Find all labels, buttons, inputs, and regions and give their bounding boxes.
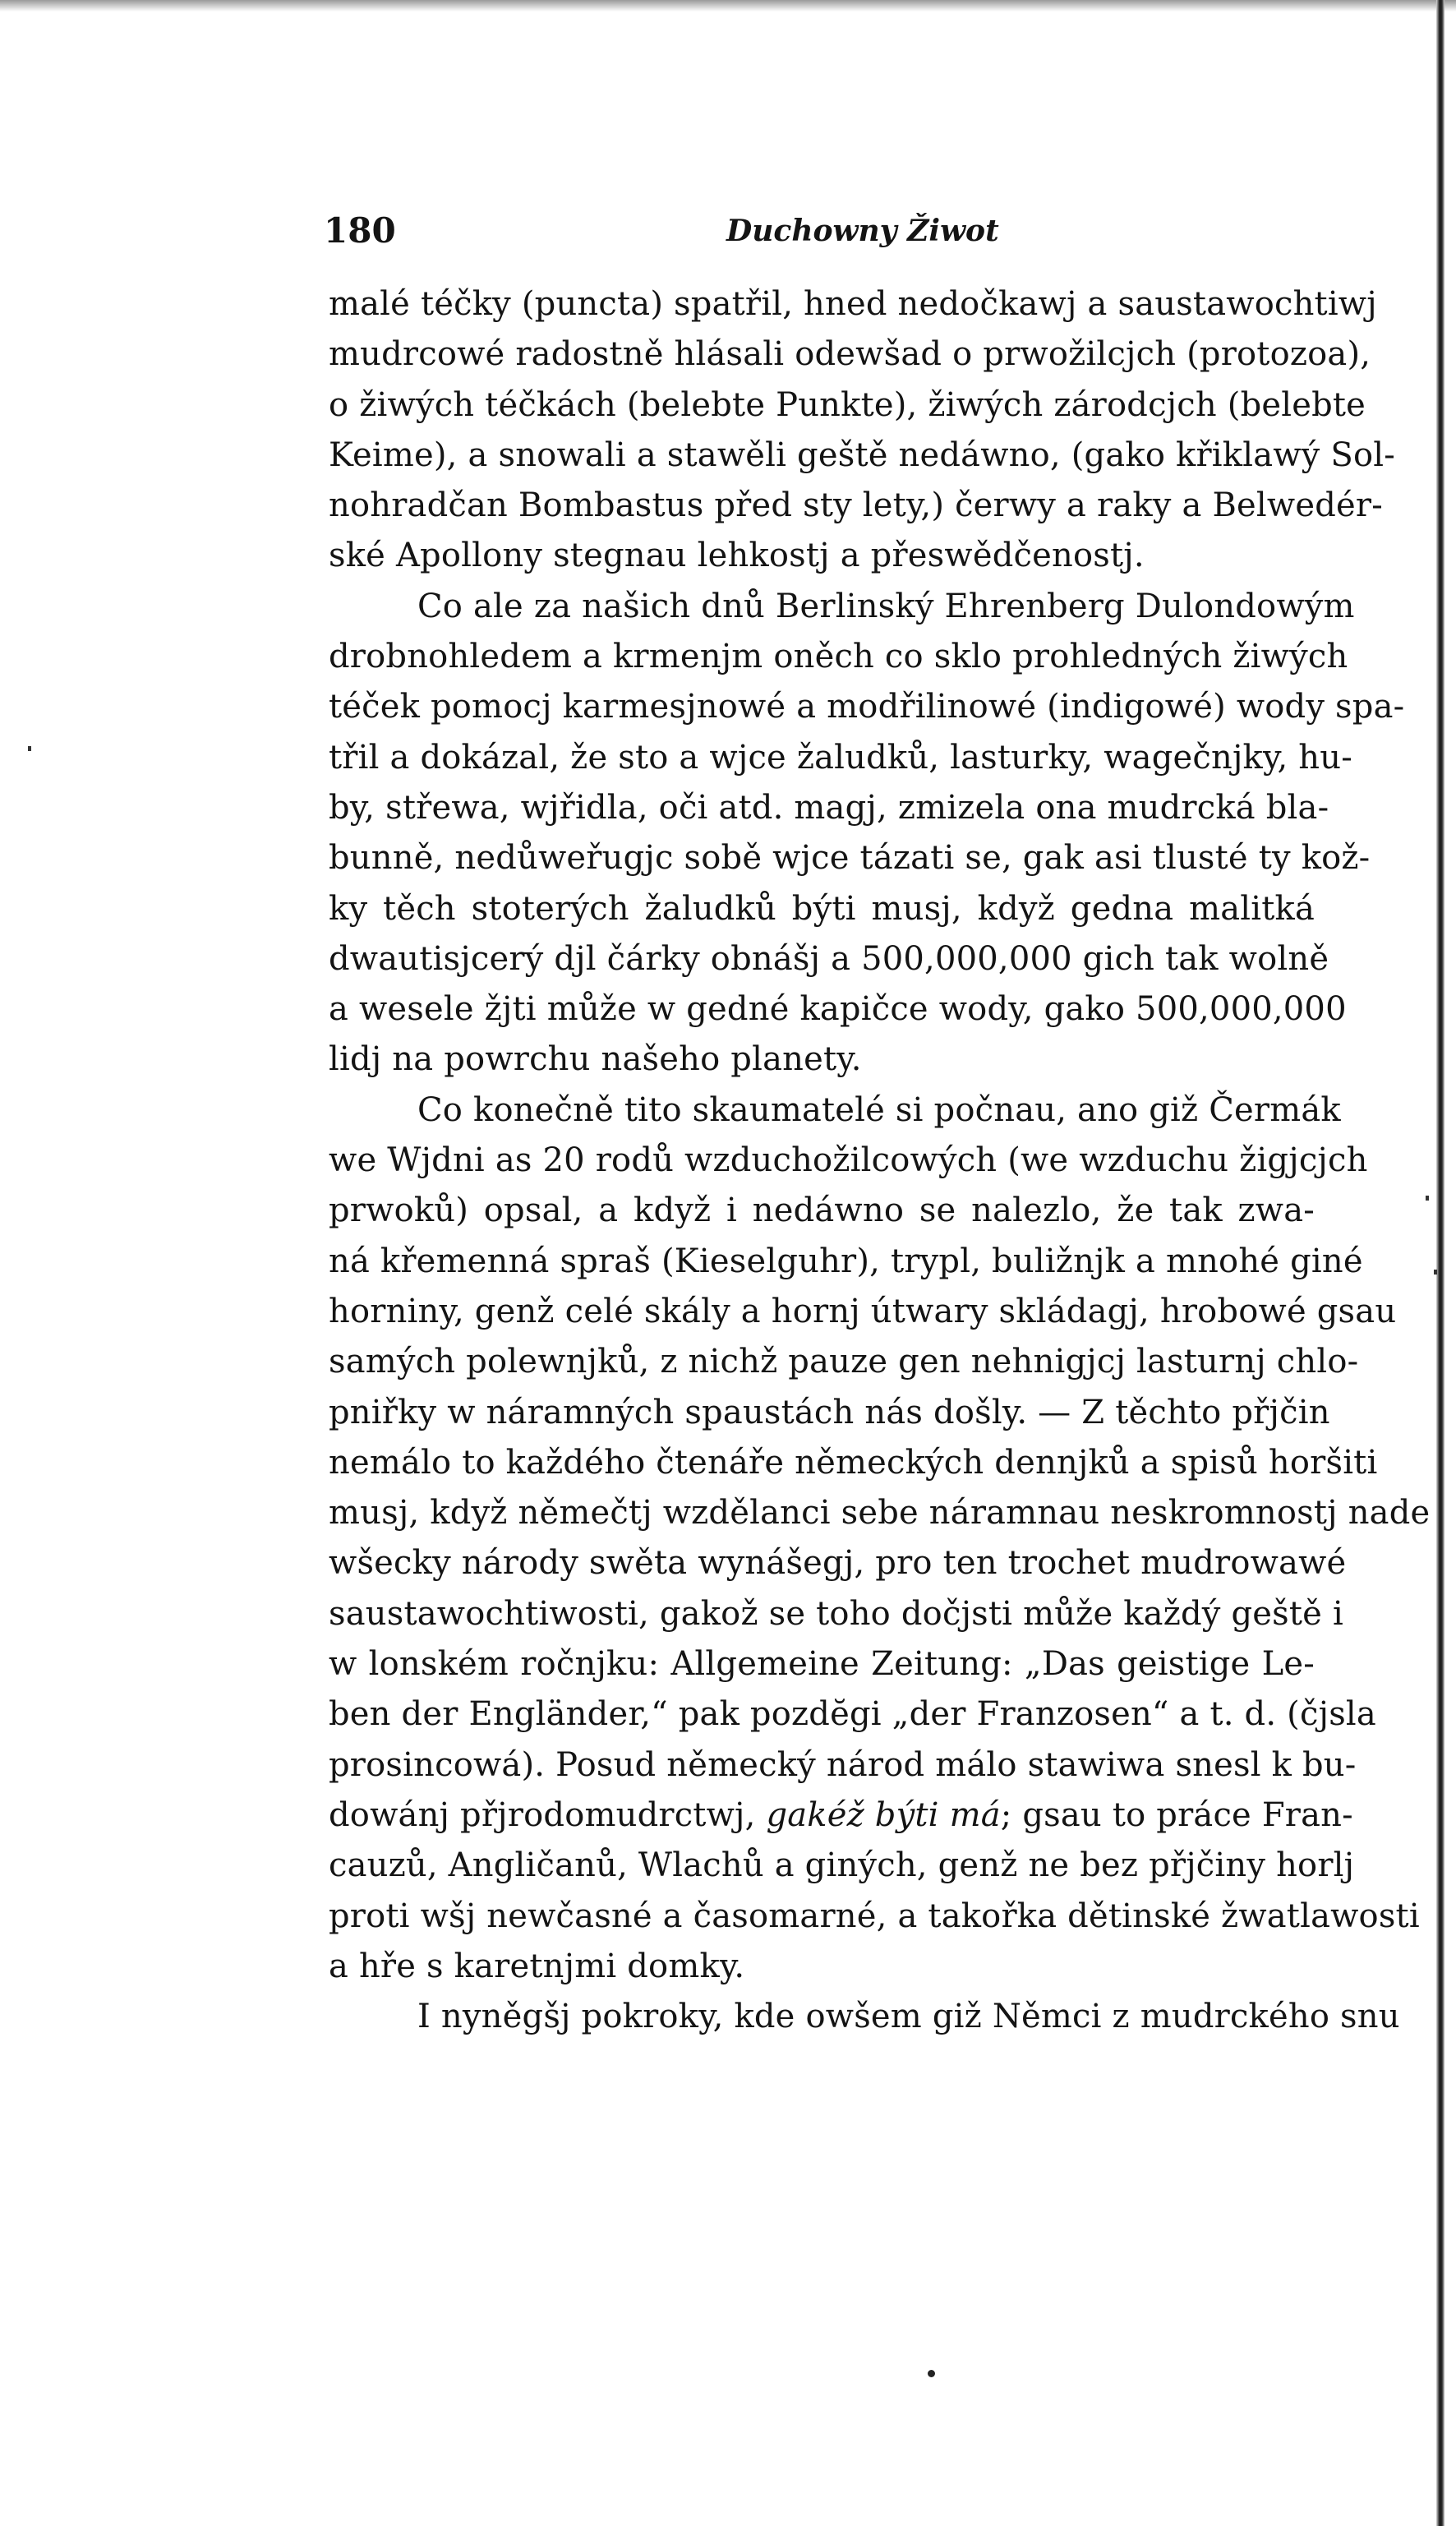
paragraph-start-line: Co konečně tito skaumatelé si počnau, ano giž Čermák — [417, 1090, 1341, 1129]
scan-top-shadow — [0, 0, 1456, 12]
body-text — [329, 279, 1431, 2042]
paragraph-start-line: I nyněgšj pokroky, kde owšem giž Němci z mudrckého snu — [417, 1998, 1400, 2036]
text-line: we Wjdni as 20 rodů wzduchožilcowých (we wzduchu žigjcjch — [329, 1141, 1368, 1180]
text-line: saustawochtiwosti, gakož se toho dočjsti může každý geště i — [329, 1594, 1343, 1633]
margin-speck — [1426, 1196, 1429, 1201]
text-line: prosincowá). Posud německý národ málo stawiwa snesl k bu- — [329, 1745, 1357, 1784]
text-line: ná křemenná spraš (Kieselguhr), trypl, buližnjk a mnohé giné — [329, 1242, 1363, 1280]
running-head — [324, 210, 1313, 260]
text-line: ben der Engländer,“ pak pozdĕgi „der Franzosen“ a t. d. (čjsla — [329, 1695, 1376, 1734]
line-suffix: ; gsau to práce Fran- — [1000, 1795, 1353, 1834]
page-number: 180 — [324, 210, 396, 251]
margin-speck — [1434, 1270, 1437, 1275]
text-line: ské Apollony stegnau lehkostj a přeswědčenostj. — [329, 537, 1145, 575]
text-line: a hře s karetnjmi domky. — [329, 1947, 745, 1985]
text-line: horniny, genž celé skály a hornj útwary skládagj, hrobowé gsau — [329, 1292, 1397, 1330]
text-line: lidj na powrchu našeho planety. — [329, 1040, 862, 1079]
margin-speck — [28, 746, 31, 751]
text-line: nemálo to každého čtenáře německých dennjků a spisů horšiti — [329, 1443, 1378, 1482]
text-line: mudrcowé radostně hlásali odewšad o prwožilcjch (protozoa), — [329, 335, 1371, 374]
text-line: o žiwých téčkách (belebte Punkte), žiwých zárodcjch (belebte — [329, 385, 1366, 424]
running-title: Duchowny Žiwot — [726, 214, 999, 248]
text-line: Keime), a snowali a stawěli geště nedáwno, (gako křiklawý Sol- — [329, 436, 1395, 474]
text-line: proti wšj newčasné a časomarné, a takořka dětinské žwatlawosti — [329, 1897, 1420, 1935]
text-line: ky těch stoterých žaludků býti musj, když gedna malitká — [329, 889, 1315, 928]
text-line: cauzů, Angličanů, Wlachů a giných, genž ne bez přjčiny horlj — [329, 1846, 1355, 1885]
text-line: wšecky národy swěta wynášegj, pro ten trochet mudrowawé — [329, 1544, 1347, 1583]
page-speck — [928, 2370, 935, 2377]
scan-right-edge — [1436, 0, 1444, 2526]
text-line: drobnohledem a krmenjm oněch co sklo prohledných žiwých — [329, 638, 1348, 676]
text-line: bunně, nedůweřugjc sobě wjce tázati se, gak asi tlusté ty kož- — [329, 839, 1371, 878]
text-line: pniřky w náramných spaustách nás došly. — Z těchto přjčin — [329, 1393, 1330, 1431]
emphasis-phrase: gakéž býti má — [766, 1795, 1001, 1834]
text-line: prwoků) opsal, a když i nedáwno se nalezlo, že tak zwa- — [329, 1192, 1315, 1230]
text-line: malé téčky (puncta) spatřil, hned nedočkawj a saustawochtiwj — [329, 285, 1377, 323]
text-line: samých polewnjků, z nichž pauze gen nehnigjcj lasturnj chlo- — [329, 1343, 1359, 1381]
paragraph-start-line: Co ale za našich dnů Berlinský Ehrenberg Dulondowým — [417, 587, 1355, 625]
text-line: nohradčan Bombastus před sty lety,) čerwy a raky a Belwedér- — [329, 486, 1383, 525]
text-line: w lonském ročnjku: Allgemeine Zeitung: „Das geistige Le- — [329, 1645, 1315, 1684]
text-line-with-emphasis — [329, 1791, 1353, 1841]
text-line: by, střewa, wjřidla, oči atd. magj, zmizela ona mudrcká bla- — [329, 788, 1329, 827]
text-line: dwautisjcerý djl čárky obnášj a 500,000,000 gich tak wolně — [329, 939, 1329, 978]
text-line: a wesele žjti může w gedné kapičce wody, gako 500,000,000 — [329, 990, 1347, 1029]
text-line: třil a dokázal, že sto a wjce žaludků, lasturky, wagečnjky, hu- — [329, 738, 1352, 777]
line-prefix: dowánj přjrodomudrctwj, — [329, 1795, 767, 1834]
text-line: musj, když němečtj wzdělanci sebe náramnau neskromnostj nade — [329, 1494, 1431, 1533]
text-line: téček pomocj karmesjnowé a modřilinowé (indigowé) wody spa- — [329, 688, 1405, 726]
